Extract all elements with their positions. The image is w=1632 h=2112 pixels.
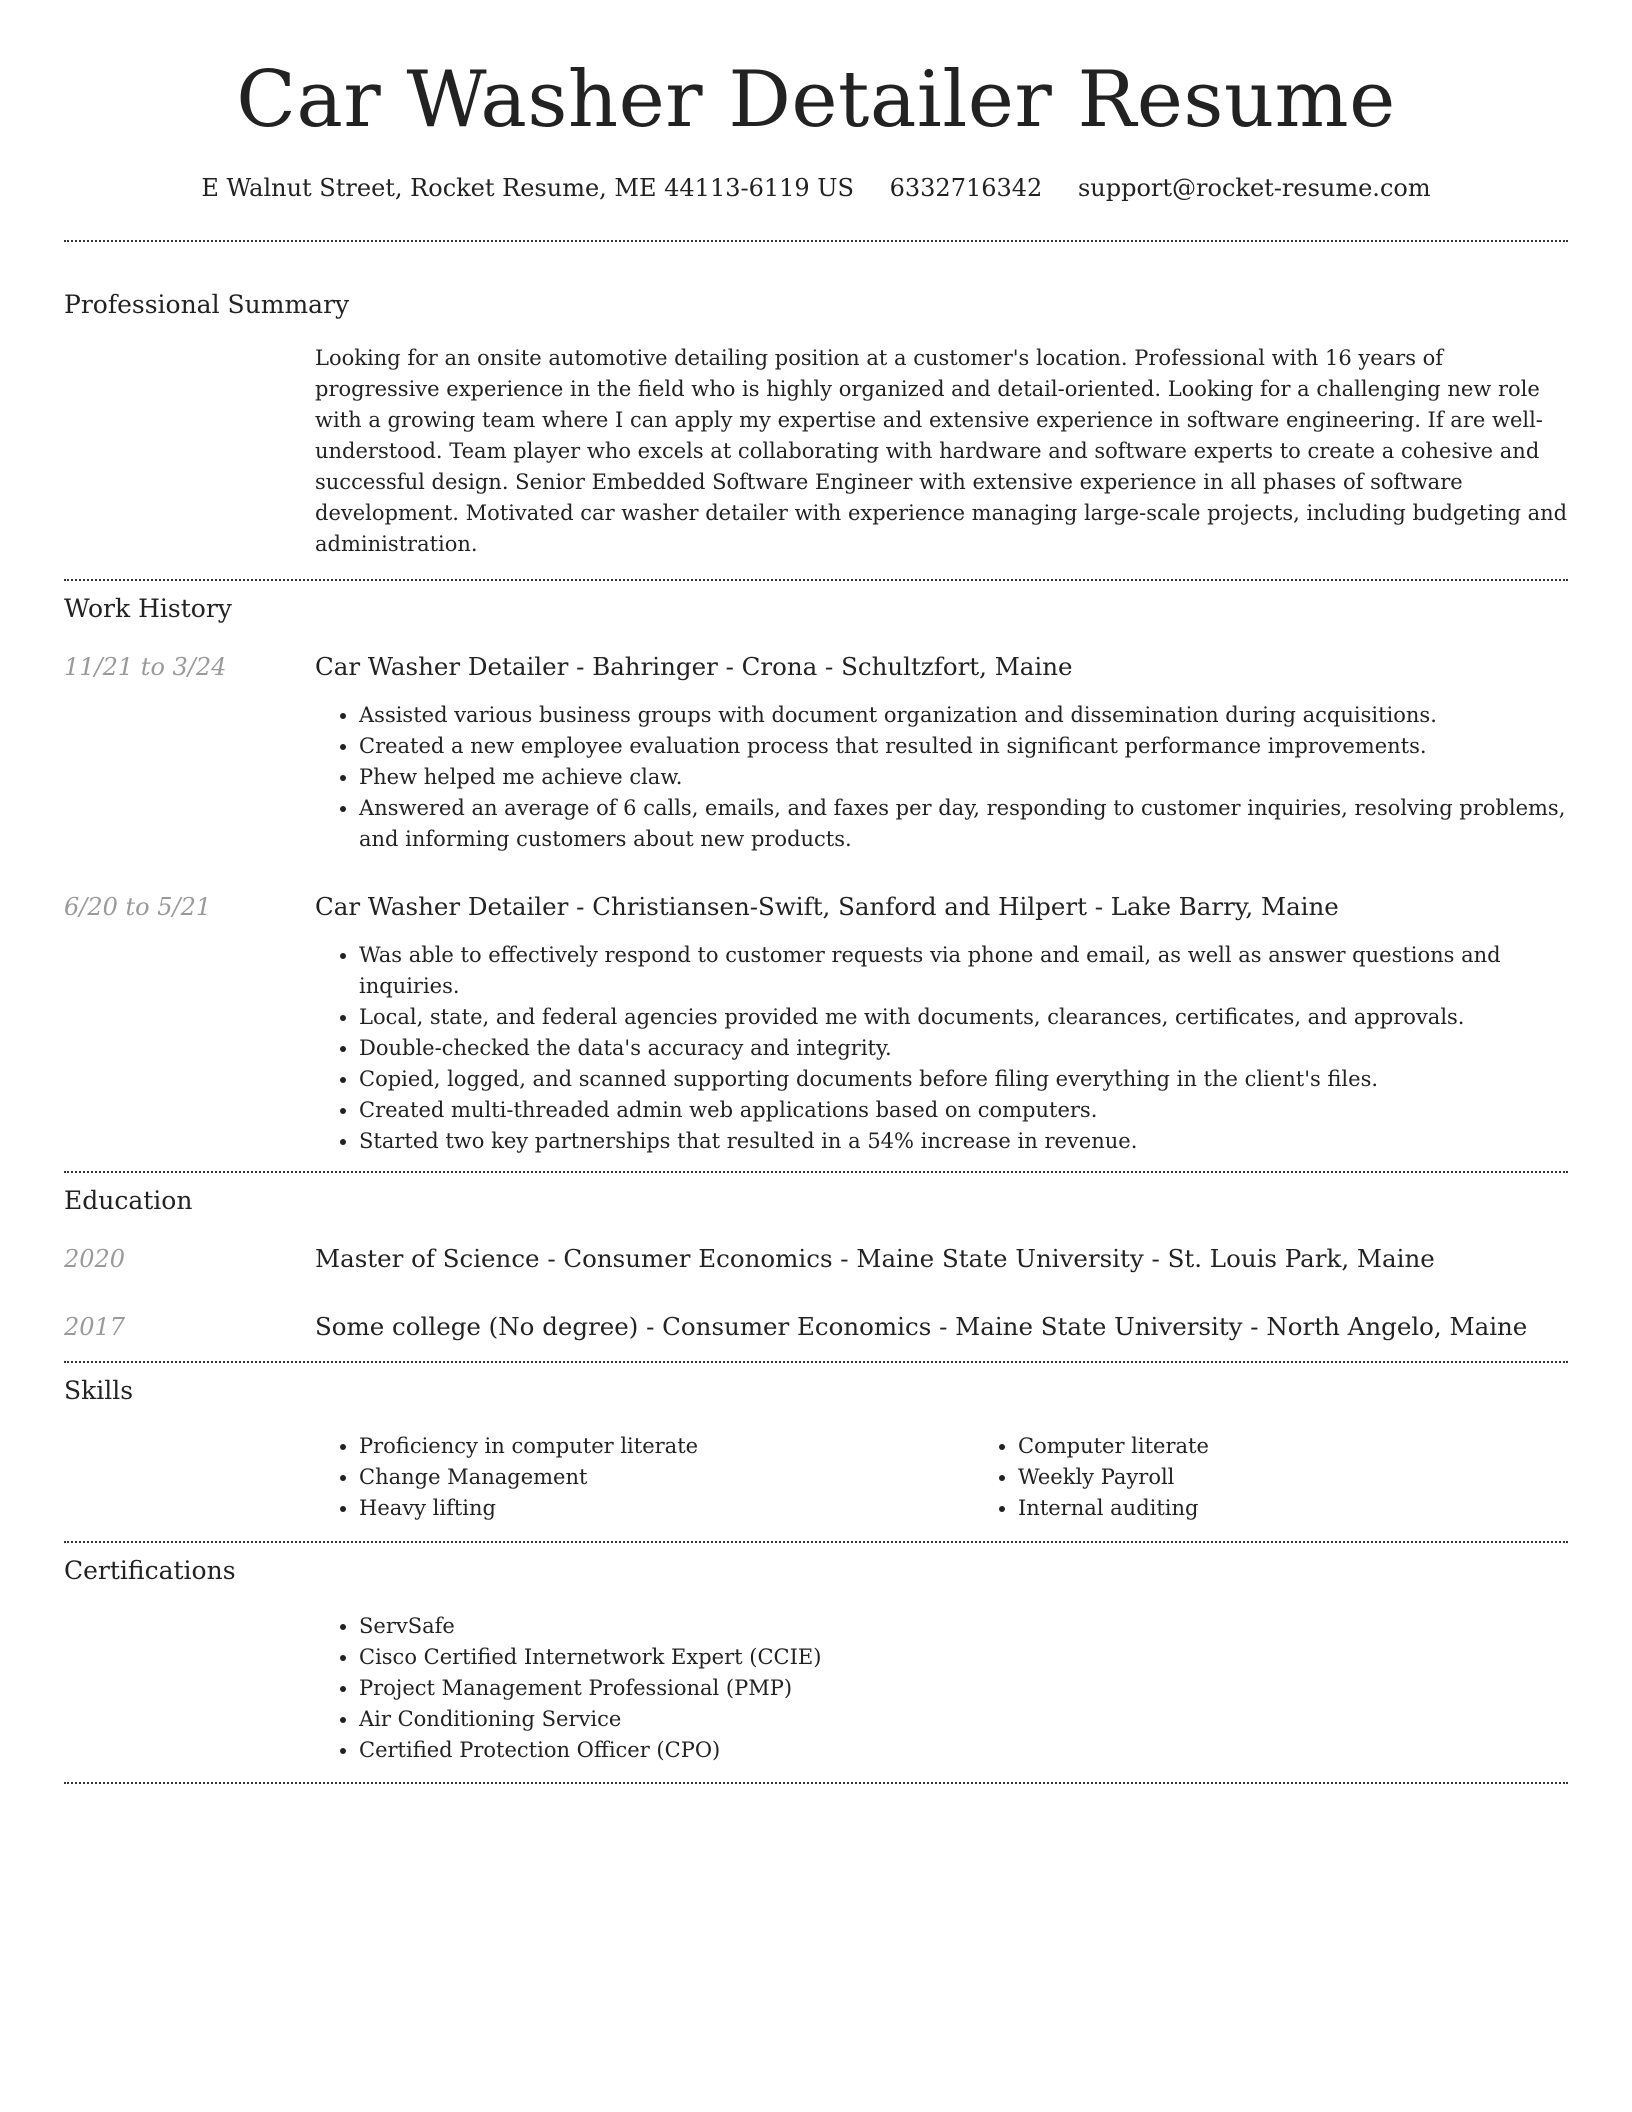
education-entry (64, 1311, 1568, 1343)
job-bullet: • Started two key partnerships that resulted in a 54% increase in revenue. (359, 1126, 1568, 1157)
skill-item: • Internal auditing (1018, 1493, 1568, 1524)
certifications-list (315, 1611, 1568, 1766)
certification-item: • ServSafe (359, 1611, 1568, 1642)
work-history-heading: Work History (64, 594, 232, 623)
summary-section (64, 289, 1568, 560)
education-year: 2020 (64, 1245, 126, 1273)
skill-item: • Change Management (359, 1462, 974, 1493)
skills-list-left (315, 1431, 974, 1524)
job-title: Car Washer Detailer - Christiansen-Swift, Sanford and Hilpert - Lake Barry, Maine (315, 892, 1339, 921)
education-details (315, 1311, 1568, 1343)
summary-body (315, 343, 1568, 560)
work-history-section (64, 593, 1568, 1157)
skills-section (64, 1375, 1568, 1524)
education-heading: Education (64, 1186, 193, 1215)
job-bullet: • Created a new employee evaluation process that resulted in significant performance improvements. (359, 731, 1568, 762)
certifications-heading: Certifications (64, 1556, 236, 1585)
summary-left-spacer (64, 343, 315, 560)
certification-item: • Cisco Certified Internetwork Expert (CCIE) (359, 1642, 1568, 1673)
education-divider (64, 1361, 1568, 1363)
skills-left-spacer (64, 1431, 315, 1524)
job-bullet: • Answered an average of 6 calls, emails, and faxes per day, responding to customer inquiries, resolving problems, and informing customers about new products. (359, 793, 1568, 855)
education-entry (64, 1243, 1568, 1275)
job-bullets (315, 940, 1568, 1157)
resume-title: Car Washer Detailer Resume (236, 55, 1396, 145)
job-details (315, 651, 1568, 855)
education-section (64, 1185, 1568, 1343)
skills-columns (315, 1431, 1568, 1524)
certifications-left-spacer (64, 1611, 315, 1766)
certification-item: • Certified Protection Officer (CPO) (359, 1735, 1568, 1766)
job-dates: 11/21 to 3/24 (64, 653, 227, 681)
contact-phone: 6332716342 (889, 174, 1043, 202)
contact-email: support@rocket-resume.com (1077, 174, 1431, 202)
skills-divider (64, 1541, 1568, 1543)
job-dates: 6/20 to 5/21 (64, 893, 212, 921)
job-title: Car Washer Detailer - Bahringer - Crona - Schultzfort, Maine (315, 652, 1073, 681)
job-bullets (315, 700, 1568, 855)
job-details (315, 891, 1568, 1157)
skills-heading: Skills (64, 1376, 134, 1405)
skills-row (64, 1431, 1568, 1524)
header-divider (64, 240, 1568, 242)
certification-item: • Air Conditioning Service (359, 1704, 1568, 1735)
summary-text: Looking for an onsite automotive detailing position at a customer's location. Professional with 16 years of progressive experience in the field who is highly organized and detail-oriented. Looking for a challenging new role with a growing team where I can apply my expertise and extensive experience in software engineering. If are well-understood. Team player who excels at collaborating with hardware and software experts to create a cohesive and successful design. Senior Embedded Software Engineer with extensive experience in all phases of software development. Motivated car washer detailer with experience managing large-scale projects, including budgeting and administration. (315, 346, 1568, 556)
certifications-section (64, 1555, 1568, 1766)
job-bullet: • Phew helped me achieve claw. (359, 762, 1568, 793)
summary-heading: Professional Summary (64, 290, 350, 319)
education-degree: Some college (No degree) - Consumer Economics - Maine State University - North Angelo, Maine (315, 1312, 1528, 1341)
job-bullet: • Created multi-threaded admin web applications based on computers. (359, 1095, 1568, 1126)
skill-item: • Weekly Payroll (1018, 1462, 1568, 1493)
job-bullet: • Assisted various business groups with document organization and dissemination during acquisitions. (359, 700, 1568, 731)
summary-divider (64, 579, 1568, 581)
job-bullet: • Double-checked the data's accuracy and integrity. (359, 1033, 1568, 1064)
job-bullet: • Copied, logged, and scanned supporting documents before filing everything in the client's files. (359, 1064, 1568, 1095)
certifications-divider (64, 1782, 1568, 1784)
job-bullet: • Local, state, and federal agencies provided me with documents, clearances, certificates, and approvals. (359, 1002, 1568, 1033)
work-history-divider (64, 1171, 1568, 1173)
certifications-body (315, 1611, 1568, 1766)
job-entry (64, 651, 1568, 855)
education-year: 2017 (64, 1313, 126, 1341)
summary-row (64, 343, 1568, 560)
education-degree: Master of Science - Consumer Economics - Maine State University - St. Louis Park, Maine (315, 1244, 1435, 1273)
skill-item: • Computer literate (1018, 1431, 1568, 1462)
skill-item: • Proficiency in computer literate (359, 1431, 974, 1462)
certifications-row (64, 1611, 1568, 1766)
contact-line (64, 172, 1568, 204)
education-details (315, 1243, 1568, 1275)
job-entry (64, 891, 1568, 1157)
skill-item: • Heavy lifting (359, 1493, 974, 1524)
contact-address: E Walnut Street, Rocket Resume, ME 44113-6119 US (201, 174, 854, 202)
skills-list-right (974, 1431, 1568, 1524)
job-bullet: • Was able to effectively respond to customer requests via phone and email, as well as answer questions and inquiries. (359, 940, 1568, 1002)
certification-item: • Project Management Professional (PMP) (359, 1673, 1568, 1704)
